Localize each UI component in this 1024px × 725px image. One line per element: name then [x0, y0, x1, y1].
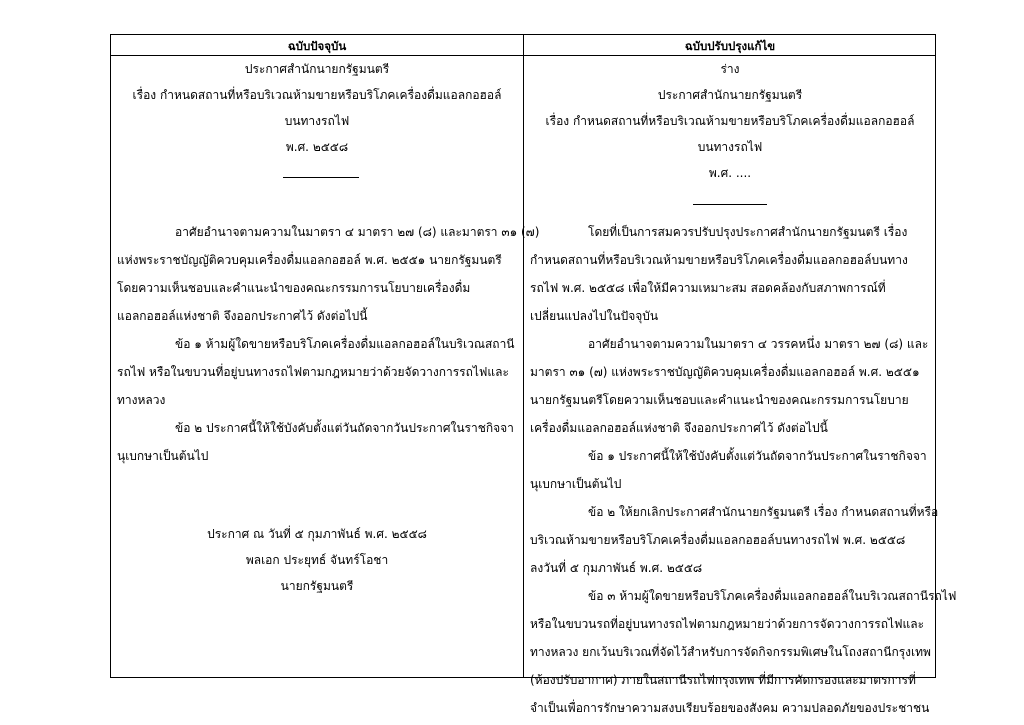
revised-title-1: ประกาศสำนักนายกรัฐมนตรี — [657, 88, 803, 102]
current-title-2: เรื่อง กำหนดสถานที่หรือบริเวณห้ามขายหรือบริโภคเครื่องดื่มแอลกอฮอล์ — [132, 88, 502, 102]
revised-line-14: ข้อ ๓ ห้ามผู้ใดขายหรือบริโภคเครื่องดื่มแอลกอฮอล์ในบริเวณสถานีรถไฟ — [588, 589, 957, 603]
header-divider — [111, 55, 935, 56]
current-line-4: แอลกอฮอล์แห่งชาติ จึงออกประกาศไว้ ดังต่อไปนี้ — [117, 309, 368, 323]
revised-line-3: รถไฟ พ.ศ. ๒๕๕๘ เพื่อให้มีความเหมาะสม สอดคล้องกับสภาพการณ์ที่ — [530, 281, 886, 295]
revised-draft-label: ร่าง — [720, 62, 740, 76]
current-line-1: อาศัยอำนาจตามความในมาตรา ๔ มาตรา ๒๗ (๘) และมาตรา ๓๑ (๗) — [175, 225, 540, 239]
current-line-7: ทางหลวง — [117, 393, 166, 407]
comparison-table — [110, 34, 957, 715]
header-revised: ฉบับปรับปรุงแก้ไข — [684, 39, 776, 53]
revised-line-18: จำเป็นเพื่อการรักษาความสงบเรียบร้อยของสังคม ความปลอดภัยของประชาชน — [530, 701, 930, 715]
revised-line-12: บริเวณห้ามขายหรือบริโภคเครื่องดื่มแอลกอฮอล์บนทางรถไฟ พ.ศ. ๒๕๕๘ — [530, 533, 906, 547]
revised-line-7: นายกรัฐมนตรีโดยความเห็นชอบและคำแนะนำของคณะกรรมการนโยบาย — [530, 393, 909, 407]
revised-line-2: กำหนดสถานที่หรือบริเวณห้ามขายหรือบริโภคเครื่องดื่มแอลกอฮอล์บนทาง — [530, 253, 908, 267]
revised-line-15: หรือในขบวนรถที่อยู่บนทางรถไฟตามกฎหมายว่าด้วยการจัดวางการรถไฟและ — [530, 617, 925, 631]
current-signature-name: พลเอก ประยุทธ์ จันทร์โอชา — [245, 553, 389, 567]
current-line-5: ข้อ ๑ ห้ามผู้ใดขายหรือบริโภคเครื่องดื่มแอลกอฮอล์ในบริเวณสถานี — [175, 337, 515, 351]
revised-line-10: นุเบกษาเป็นต้นไป — [530, 477, 622, 491]
revised-line-6: มาตรา ๓๑ (๗) แห่งพระราชบัญญัติควบคุมเครื่องดื่มแอลกอฮอล์ พ.ศ. ๒๕๕๑ — [530, 365, 920, 379]
current-title-3: บนทางรถไฟ — [284, 114, 350, 128]
current-line-2: แห่งพระราชบัญญัติควบคุมเครื่องดื่มแอลกอฮอล์ พ.ศ. ๒๕๕๑ นายกรัฐมนตรี — [117, 253, 502, 267]
revised-line-1: โดยที่เป็นการสมควรปรับปรุงประกาศสำนักนายกรัฐมนตรี เรื่อง — [588, 225, 908, 239]
current-title-4: พ.ศ. ๒๕๕๘ — [285, 140, 349, 154]
revised-line-11: ข้อ ๒ ให้ยกเลิกประกาศสำนักนายกรัฐมนตรี เรื่อง กำหนดสถานที่หรือ — [588, 505, 939, 519]
revised-line-17: (ห้องปรับอากาศ) ภายในสถานีรถไฟกรุงเทพ ที่มีการคัดกรองและมาตรการที่ — [530, 673, 916, 687]
current-signature-title: นายกรัฐมนตรี — [280, 579, 354, 593]
revised-line-9: ข้อ ๑ ประกาศนี้ให้ใช้บังคับตั้งแต่วันถัดจากวันประกาศในราชกิจจา — [588, 449, 927, 463]
current-line-9: นุเบกษาเป็นต้นไป — [117, 449, 209, 463]
revised-title-rule — [693, 204, 767, 205]
revised-line-5: อาศัยอำนาจตามความในมาตรา ๔ วรรคหนึ่ง มาตรา ๒๗ (๘) และ — [588, 337, 929, 351]
revised-line-16: ทางหลวง ยกเว้นบริเวณที่จัดไว้สำหรับการจัดกิจกรรมพิเศษในโถงสถานีกรุงเทพ — [530, 645, 931, 659]
revised-title-2: เรื่อง กำหนดสถานที่หรือบริเวณห้ามขายหรือบริโภคเครื่องดื่มแอลกอฮอล์ — [545, 114, 915, 128]
current-signature-date: ประกาศ ณ วันที่ ๕ กุมภาพันธ์ พ.ศ. ๒๕๕๘ — [207, 527, 427, 541]
revised-line-13: ลงวันที่ ๕ กุมภาพันธ์ พ.ศ. ๒๕๕๘ — [530, 561, 703, 575]
current-title-rule — [283, 177, 359, 178]
current-line-6: รถไฟ หรือในขบวนที่อยู่บนทางรถไฟตามกฎหมายว่าด้วยจัดวางการรถไฟและ — [117, 365, 509, 379]
revised-title-4: พ.ศ. .... — [708, 166, 752, 180]
current-line-8: ข้อ ๒ ประกาศนี้ให้ใช้บังคับตั้งแต่วันถัดจากวันประกาศในราชกิจจา — [175, 421, 514, 435]
column-divider — [523, 35, 524, 677]
header-current: ฉบับปัจจุบัน — [287, 39, 347, 53]
current-line-3: โดยความเห็นชอบและคำแนะนำของคณะกรรมการนโยบายเครื่องดื่ม — [117, 281, 471, 295]
current-title-1: ประกาศสำนักนายกรัฐมนตรี — [244, 62, 390, 76]
revised-title-3: บนทางรถไฟ — [697, 140, 763, 154]
revised-line-8: เครื่องดื่มแอลกอฮอล์แห่งชาติ จึงออกประกาศไว้ ดังต่อไปนี้ — [530, 421, 828, 435]
revised-line-4: เปลี่ยนแปลงไปในปัจจุบัน — [530, 309, 659, 323]
